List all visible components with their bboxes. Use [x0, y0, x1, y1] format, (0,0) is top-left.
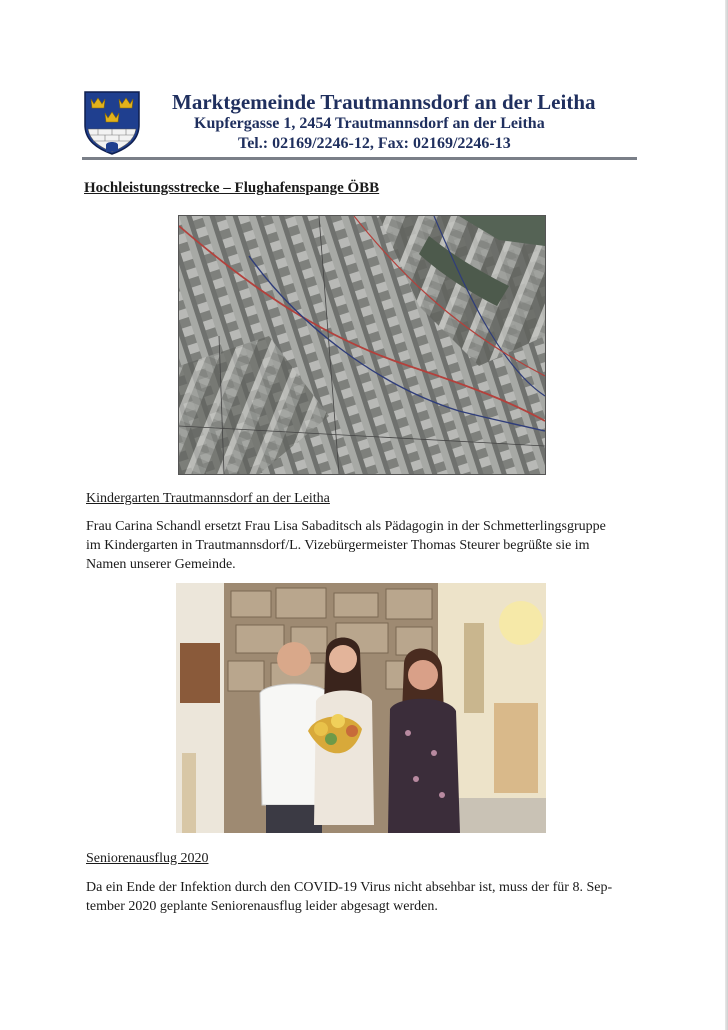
kindergarten-line: Namen unserer Gemeinde.: [86, 557, 236, 572]
rail-section-heading: Hochleistungsstrecke – Flughafenspange ÖBB: [84, 180, 380, 196]
municipality-contact: Tel.: 02169/2246-12, Fax: 02169/2246-13: [238, 135, 511, 152]
header-divider: [82, 157, 637, 160]
municipality-name: Marktgemeinde Trautmannsdorf an der Leitha: [172, 90, 596, 114]
letterhead: [84, 88, 637, 160]
seniors-line: Da ein Ende der Infektion durch den COVID-19 Virus nicht absehbar ist, muss der für 8. Sep-: [86, 880, 613, 895]
municipality-address: Kupfergasse 1, 2454 Trautmannsdorf an der Leitha: [194, 115, 545, 132]
coat-of-arms-icon: [84, 91, 140, 155]
kindergarten-line: Frau Carina Schandl ersetzt Frau Lisa Sabaditsch als Pädagogin in der Schmetterlingsgruppe: [86, 519, 606, 534]
kindergarten-paragraph: [86, 517, 646, 574]
seniors-paragraph: [86, 878, 646, 916]
seniors-section-heading: Seniorenausflug 2020: [86, 851, 209, 866]
kindergarten-section-heading: Kindergarten Trautmannsdorf an der Leitha: [86, 491, 330, 506]
kindergarten-line: im Kindergarten in Trautmannsdorf/L. Vizebürgermeister Thomas Steurer begrüßte sie im: [86, 538, 590, 553]
aerial-map-image: [178, 215, 546, 475]
seniors-line: tember 2020 geplante Seniorenausflug leider abgesagt werden.: [86, 899, 438, 914]
kindergarten-group-photo: [176, 583, 546, 833]
